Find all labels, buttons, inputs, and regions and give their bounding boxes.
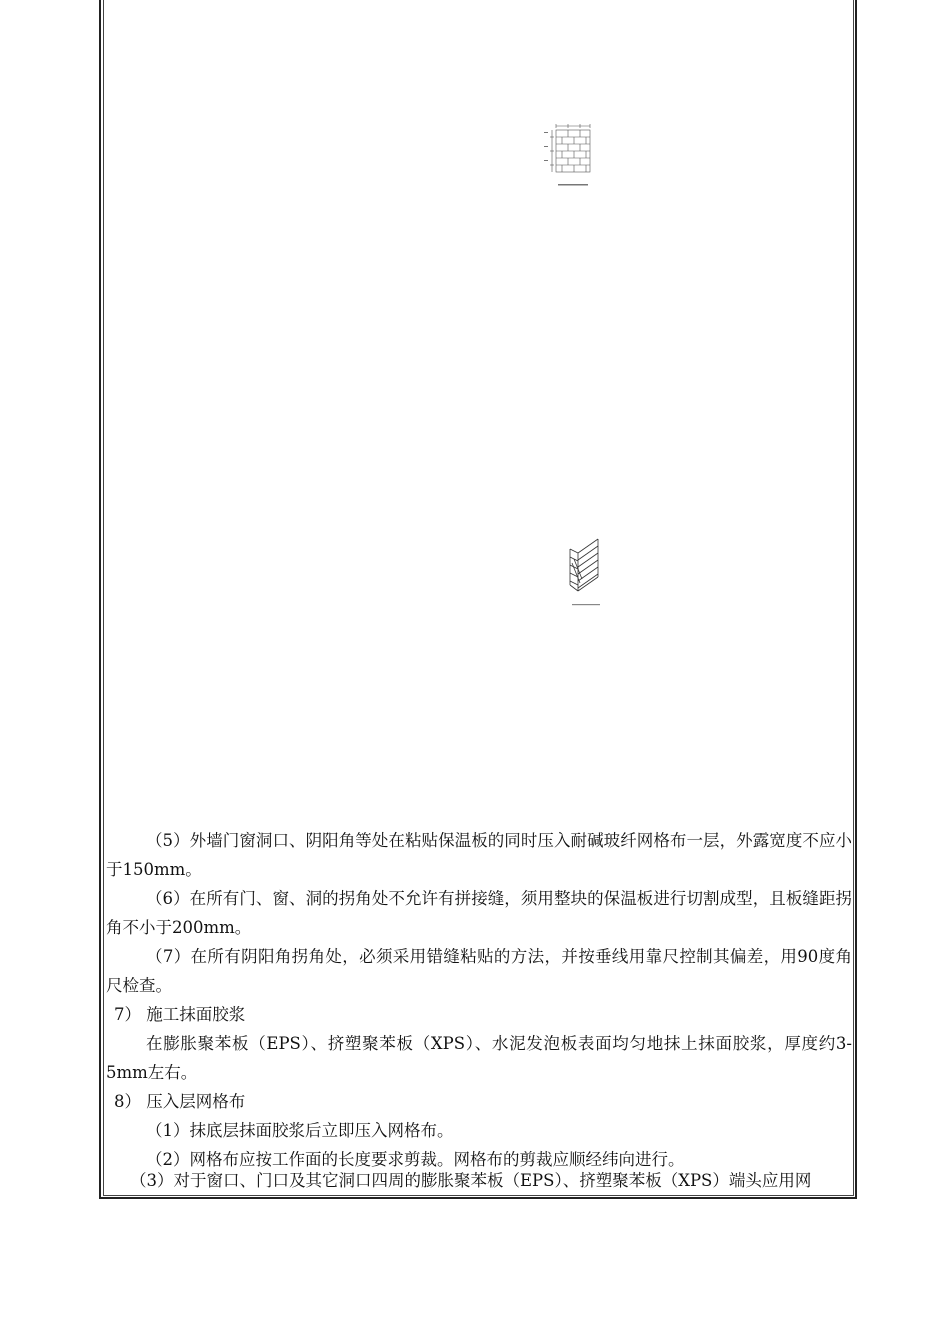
paragraph-mesh-press: （1）抹底层抹面胶浆后立即压入网格布。	[146, 1121, 454, 1140]
corner-joint-drawing	[560, 533, 610, 611]
frame-inner-line-left	[103, 0, 104, 1196]
paragraph-mesh-cutting: （2）网格布应按工作面的长度要求剪裁。网格布的剪裁应顺经纬向进行。	[146, 1150, 685, 1169]
board-layout-figure	[538, 122, 598, 190]
frame-inner-line-right	[853, 0, 854, 1196]
corner-joint-figure	[560, 533, 610, 611]
paragraph-plaster-mortar: 在膨胀聚苯板（EPS）、挤塑聚苯板（XPS）、水泥发泡板表面均匀地抹上抹面胶浆，厚度约3-5mm左右。	[106, 1034, 852, 1082]
document-body	[106, 826, 852, 1174]
paragraph-corner-joints: （6）在所有门、窗、洞的拐角处不允许有拼接缝，须用整块的保温板进行切割成型，且板缝距拐角不小于200mm。	[106, 889, 852, 937]
board-layout-drawing	[538, 122, 598, 190]
paragraph-exterior-openings: （5）外墙门窗洞口、阴阳角等处在粘贴保温板的同时压入耐碱玻纤网格布一层，外露宽度不应小于150mm。	[106, 831, 852, 879]
frame-inner-line-bottom	[103, 1195, 854, 1196]
paragraph-window-door-edges: （3）对于窗口、门口及其它洞口四周的膨胀聚苯板（EPS）、挤塑聚苯板（XPS）端头应用网	[130, 1171, 812, 1190]
paragraph-staggered-joints: （7）在所有阴阳角拐角处，必须采用错缝粘贴的方法，并按垂线用靠尺控制其偏差，用90度角尺检查。	[106, 947, 852, 995]
section-heading-mesh-layer: 8） 压入层网格布	[114, 1092, 246, 1111]
section-heading-plaster-mortar: 7） 施工抹面胶浆	[114, 1005, 246, 1024]
